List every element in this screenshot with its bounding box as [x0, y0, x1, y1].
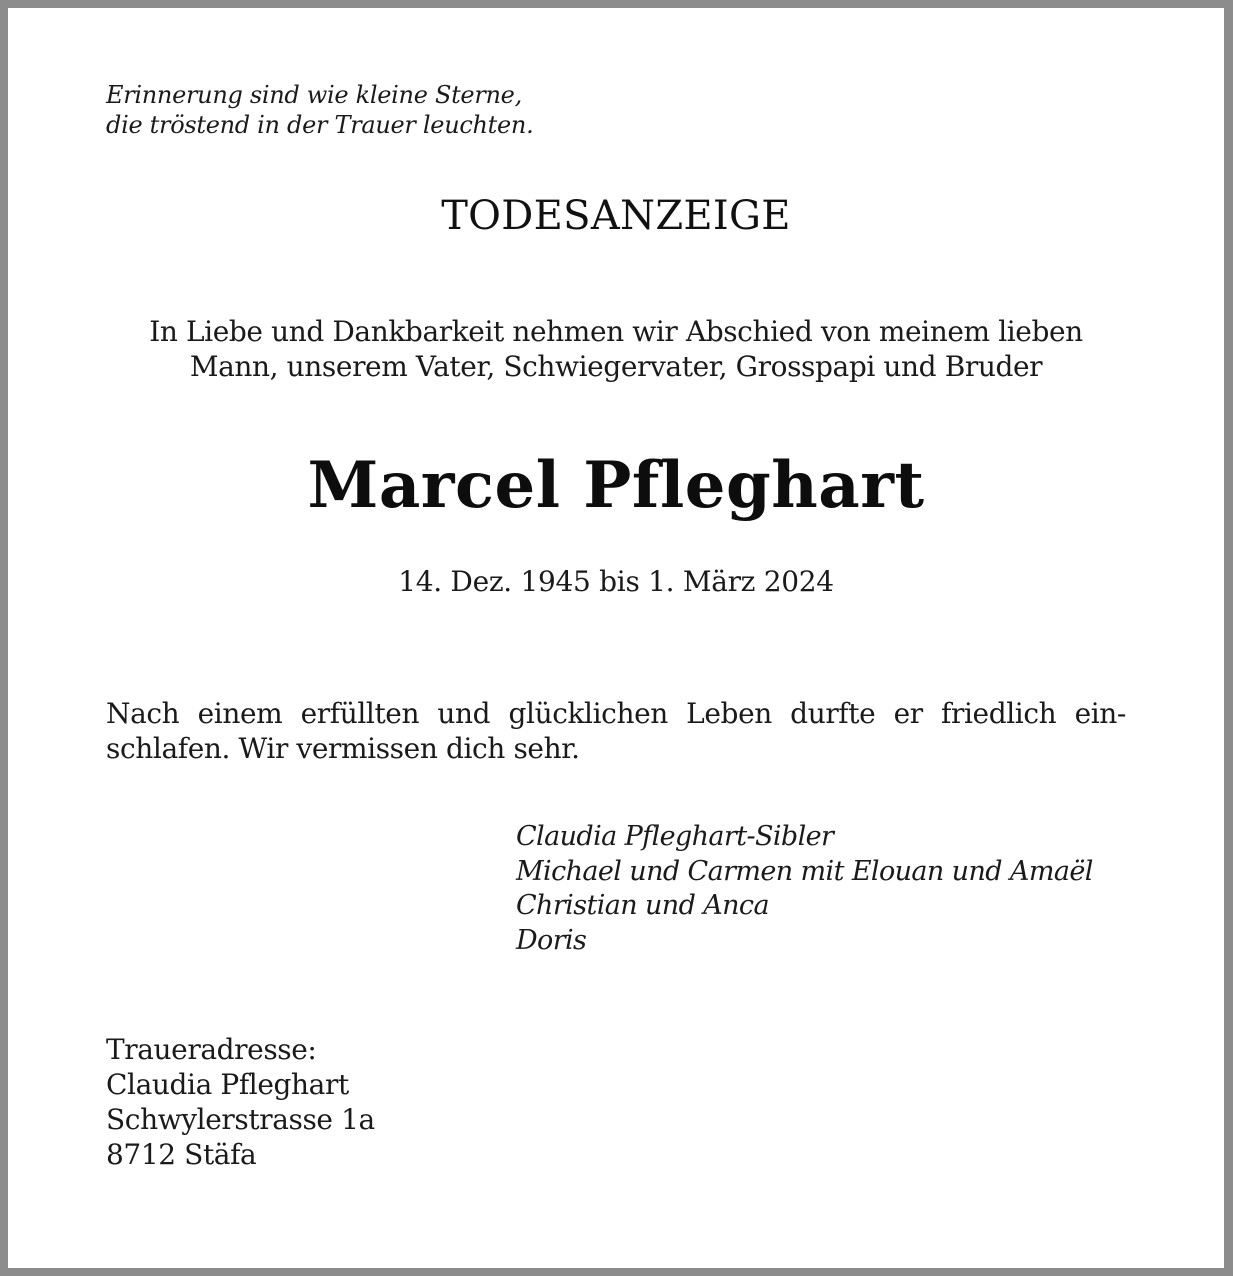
mourner-entry: Christian und Anca: [516, 890, 769, 921]
intro-line: Mann, unserem Vater, Schwiegervater, Grosspapi und Bruder: [189, 350, 1043, 383]
message-line: Nach einem erfüllten und glücklichen Leben durfte er friedlich ein-: [106, 697, 1126, 730]
address-name: Claudia Pfleghart: [106, 1068, 349, 1101]
address-label: Traueradresse:: [106, 1033, 317, 1066]
mourner-entry: Doris: [516, 924, 587, 956]
notice-heading: TODESANZEIGE: [441, 193, 791, 239]
mourners-list: [516, 820, 1093, 958]
motto-line: Erinnerung sind wie kleine Sterne,: [106, 81, 522, 109]
mourner-entry: Claudia Pfleghart-Sibler: [516, 821, 834, 852]
message-line: schlafen. Wir vermissen dich sehr.: [106, 732, 580, 765]
deceased-name: Marcel Pfleghart: [307, 448, 925, 523]
mourner-entry: Michael und Carmen mit Elouan und Amaël: [516, 855, 1093, 887]
intro-line: In Liebe und Dankbarkeit nehmen wir Abschied von meinem lieben: [149, 315, 1083, 348]
life-dates: 14. Dez. 1945 bis 1. März 2024: [398, 565, 834, 598]
obituary-page: [8, 8, 1224, 1268]
motto-line: die tröstend in der Trauer leuchten.: [106, 111, 534, 139]
address-street: Schwylerstrasse 1a: [106, 1103, 375, 1136]
mourning-address: [106, 1032, 375, 1172]
address-city: 8712 Stäfa: [106, 1138, 257, 1171]
message-text: [106, 696, 1126, 766]
motto-quote: [106, 80, 533, 140]
intro-text: [8, 314, 1224, 384]
